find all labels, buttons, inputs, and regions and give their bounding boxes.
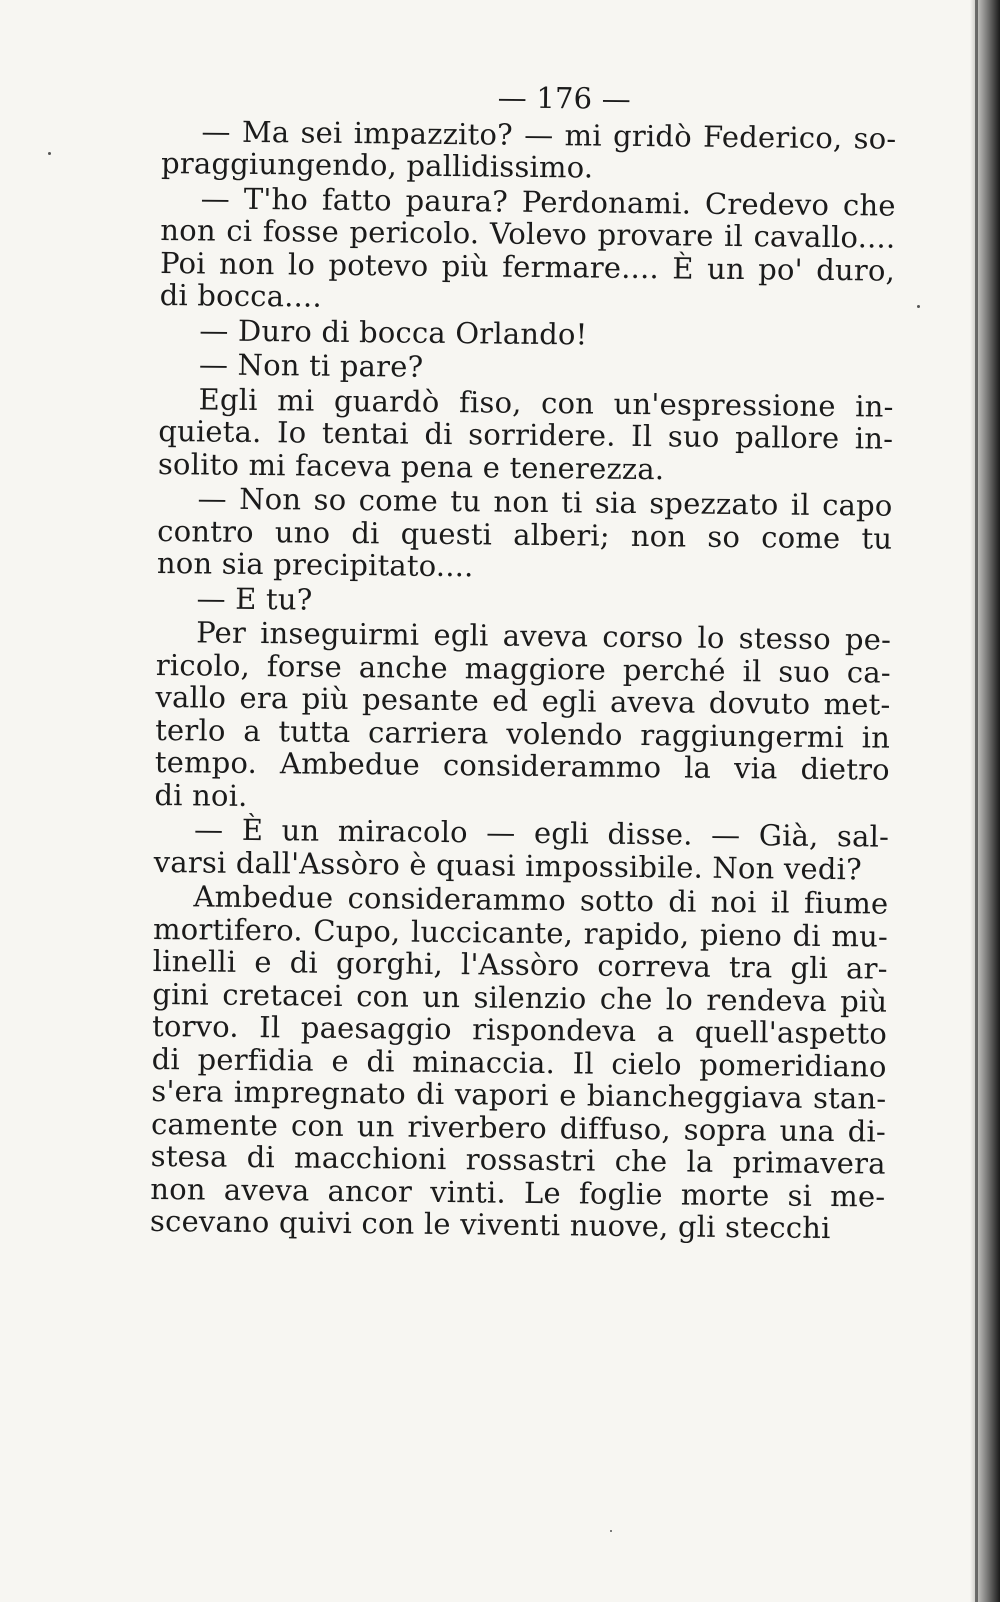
paragraph <box>154 813 890 886</box>
paper-speck <box>48 152 51 155</box>
text-line: s'era impregnato di vapori e biancheggiava stan- <box>151 1073 887 1116</box>
text-line: — Duro di bocca Orlando! <box>199 312 588 351</box>
text-line: contro uno di questi alberi; non so come tu <box>157 513 893 556</box>
text-line: camente con un riverbero diffuso, sopra una di- <box>150 1106 887 1149</box>
paragraph <box>157 482 893 587</box>
paragraph <box>160 181 896 319</box>
paper-speck <box>610 1530 612 1532</box>
text-line: — E tu? <box>196 580 313 617</box>
text-line: ricolo, forse anche maggiore perché il suo ca- <box>155 647 891 690</box>
text-line: quieta. Io tentai di sorridere. Il suo pallore in- <box>158 413 894 456</box>
text-line: di perfidia e di minaccia. Il cielo pomeridiano <box>151 1041 887 1084</box>
text-line: mortifero. Cupo, luccicante, rapido, pieno di mu- <box>152 911 889 954</box>
text-line: non aveva ancor vinti. Le foglie morte si me- <box>150 1171 886 1214</box>
paragraph <box>150 880 889 1245</box>
text-line: — Non ti pare? <box>198 347 424 384</box>
text-line: di bocca.... <box>159 277 323 314</box>
text-line: — È un miracolo — egli disse. — Già, sal- <box>193 812 890 854</box>
text-line: linelli e di gorghi, l'Assòro correva tra gli ar- <box>152 943 888 986</box>
text-line: terlo a tutta carriera volendo raggiungermi in <box>154 712 891 755</box>
text-line: vallo era più pesante ed egli aveva dovuto met- <box>155 679 891 722</box>
page-edge-line <box>975 0 978 1602</box>
page-number: — 176 — <box>497 80 632 116</box>
text-line: Egli mi guardò fiso, con un'espressione in- <box>198 381 894 424</box>
text-line: non sia precipitato.... <box>156 545 474 584</box>
paragraph <box>158 382 894 487</box>
text-line: — Ma sei impazzito? — mi gridò Federico, so- <box>201 113 897 156</box>
text-line: Per inseguirmi egli aveva corso lo stesso pe- <box>196 615 892 657</box>
text-line: praggiungendo, pallidissimo. <box>160 145 594 185</box>
text-line: — T'ho fatto paura? Perdonami. Credevo che <box>200 180 896 223</box>
paragraph-list <box>150 114 897 1245</box>
text-line: tempo. Ambedue considerammo la via dietro <box>154 744 890 787</box>
text-line: torvo. Il paesaggio rispondeva a quell'aspetto <box>151 1008 888 1051</box>
text-line: — Non so come tu non ti sia spezzato il capo <box>197 481 893 523</box>
paper-speck <box>917 305 920 308</box>
text-line: Poi non lo potevo più fermare.... È un po' duro, <box>159 245 896 288</box>
paragraph <box>161 114 897 187</box>
text-line: stesa di macchioni rossastri che la primavera <box>150 1138 886 1181</box>
text-line: scevano quivi con le viventi nuove, gli stecchi <box>149 1203 831 1246</box>
paragraph <box>154 616 891 819</box>
text-line: varsi dall'Assòro è quasi impossibile. Non vedi? <box>153 844 863 886</box>
text-line: di noi. <box>154 777 248 813</box>
text-line: gini cretacei con un silenzio che lo rendeva più <box>152 976 888 1019</box>
text-line: Ambedue considerammo sotto di noi il fiume <box>193 879 889 921</box>
text-line: solito mi faceva pena e tenerezza. <box>157 446 665 486</box>
text-line: non ci fosse pericolo. Volevo provare il cavallo.... <box>160 212 896 255</box>
page-text <box>150 78 897 1247</box>
